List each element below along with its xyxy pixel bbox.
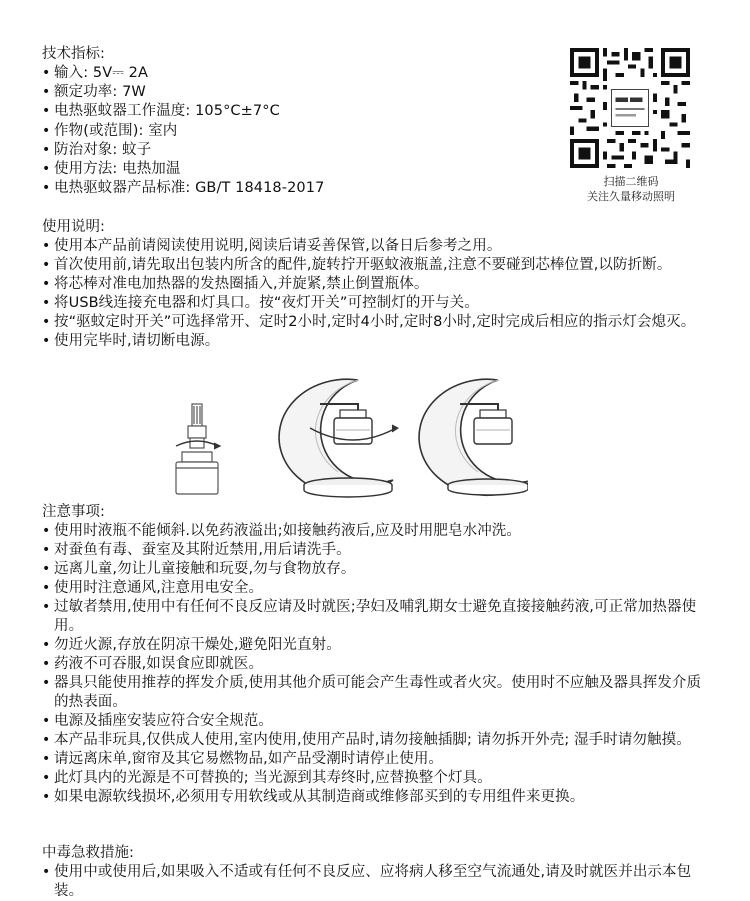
specs-section xyxy=(42,44,562,198)
product-illustration xyxy=(168,368,528,498)
note-item: • 电源及插座安装应符合安全规范。 xyxy=(42,712,714,731)
note-item: • 本产品非玩具,仅供成人使用,室内使用,使用产品时,请勿接触插脚; 请勿拆开外壳; 湿手时请勿触摸。 xyxy=(42,731,714,750)
usage-section xyxy=(42,217,714,351)
notes-title: 注意事项: xyxy=(42,504,105,520)
firstaid-list xyxy=(42,863,714,901)
moon-lamp-icon xyxy=(419,379,528,495)
firstaid-section xyxy=(42,843,714,901)
usage-title: 使用说明: xyxy=(42,219,105,235)
spec-item: • 额定功率: 7W xyxy=(42,83,562,102)
note-item: • 勿近火源,存放在阴凉干燥处,避免阳光直射。 xyxy=(42,636,714,655)
usage-item: • 将芯棒对准电加热器的发热圈插入,并旋紧,禁止倒置瓶体。 xyxy=(42,275,714,294)
usage-item: • 首次使用前,请先取出包装内所含的配件,旋转拧开驱蚊液瓶盖,注意不要碰到芯棒位置,以防折断。 xyxy=(42,256,714,275)
note-item: • 请远离床单,窗帘及其它易燃物品,如产品受潮时请停止使用。 xyxy=(42,750,714,769)
spec-item: • 输入: 5V⎓ 2A xyxy=(42,64,562,83)
qr-code-icon[interactable] xyxy=(570,48,690,168)
usage-item: • 按“驱蚊定时开关”可选择常开、定时2小时,定时4小时,定时8小时,定时完成后相应的指示灯会熄灭。 xyxy=(42,313,714,332)
spec-item: • 电热驱蚊器产品标准: GB/T 18418-2017 xyxy=(42,179,562,198)
notes-section xyxy=(42,502,714,807)
spec-item: • 使用方法: 电热加温 xyxy=(42,160,562,179)
firstaid-item: • 使用中或使用后,如果吸入不适或有任何不良反应、应将病人移至空气流通处,请及时就医并出示本包装。 xyxy=(42,863,714,901)
usage-list xyxy=(42,237,714,351)
note-item: • 使用时液瓶不能倾斜.以免药液溢出;如接触药液后,应及时用肥皂水冲洗。 xyxy=(42,522,714,541)
specs-list xyxy=(42,64,562,198)
qr-caption-line2: 关注久量移动照明 xyxy=(587,190,675,203)
spec-item: • 电热驱蚊器工作温度: 105°C±7°C xyxy=(42,102,562,121)
spec-item: • 作物(或范围): 室内 xyxy=(42,122,562,141)
firstaid-title: 中毒急救措施: xyxy=(42,845,134,861)
note-item: • 如果电源软线损坏,必须用专用软线或从其制造商或维修部买到的专用组件来更换。 xyxy=(42,788,714,807)
notes-list xyxy=(42,522,714,807)
refill-bottle-icon xyxy=(176,404,220,494)
note-item: • 远离儿童,勿让儿童接触和玩耍,勿与食物放存。 xyxy=(42,560,714,579)
spec-item: • 防治对象: 蚊子 xyxy=(42,141,562,160)
qr-block xyxy=(566,48,696,204)
specs-title: 技术指标: xyxy=(42,46,105,62)
note-item: • 对蚕鱼有毒、蚕室及其附近禁用,用后请洗手。 xyxy=(42,541,714,560)
note-item: • 器具只能使用推荐的挥发介质,使用其他介质可能会产生毒性或者火灾。使用时不应触及器具挥发介质的热表面。 xyxy=(42,674,714,712)
note-item: • 此灯具内的光源是不可替换的; 当光源到其寿终时,应替换整个灯具。 xyxy=(42,769,714,788)
note-item: • 过敏者禁用,使用中有任何不良反应请及时就医;孕妇及哺乳期女士避免直接接触药液,可正常加热器使用。 xyxy=(42,598,714,636)
note-item: • 使用时注意通风,注意用电安全。 xyxy=(42,579,714,598)
note-item: • 药液不可吞服,如误食应即就医。 xyxy=(42,655,714,674)
usage-item: • 使用完毕时,请切断电源。 xyxy=(42,332,714,351)
usage-item: • 使用本产品前请阅读使用说明,阅读后请妥善保管,以备日后参考之用。 xyxy=(42,237,714,256)
moon-lamp-icon xyxy=(279,379,398,497)
qr-caption-line1: 扫描二维码 xyxy=(603,175,659,188)
usage-item: • 将USB线连接充电器和灯具口。按“夜灯开关”可控制灯的开与关。 xyxy=(42,294,714,313)
